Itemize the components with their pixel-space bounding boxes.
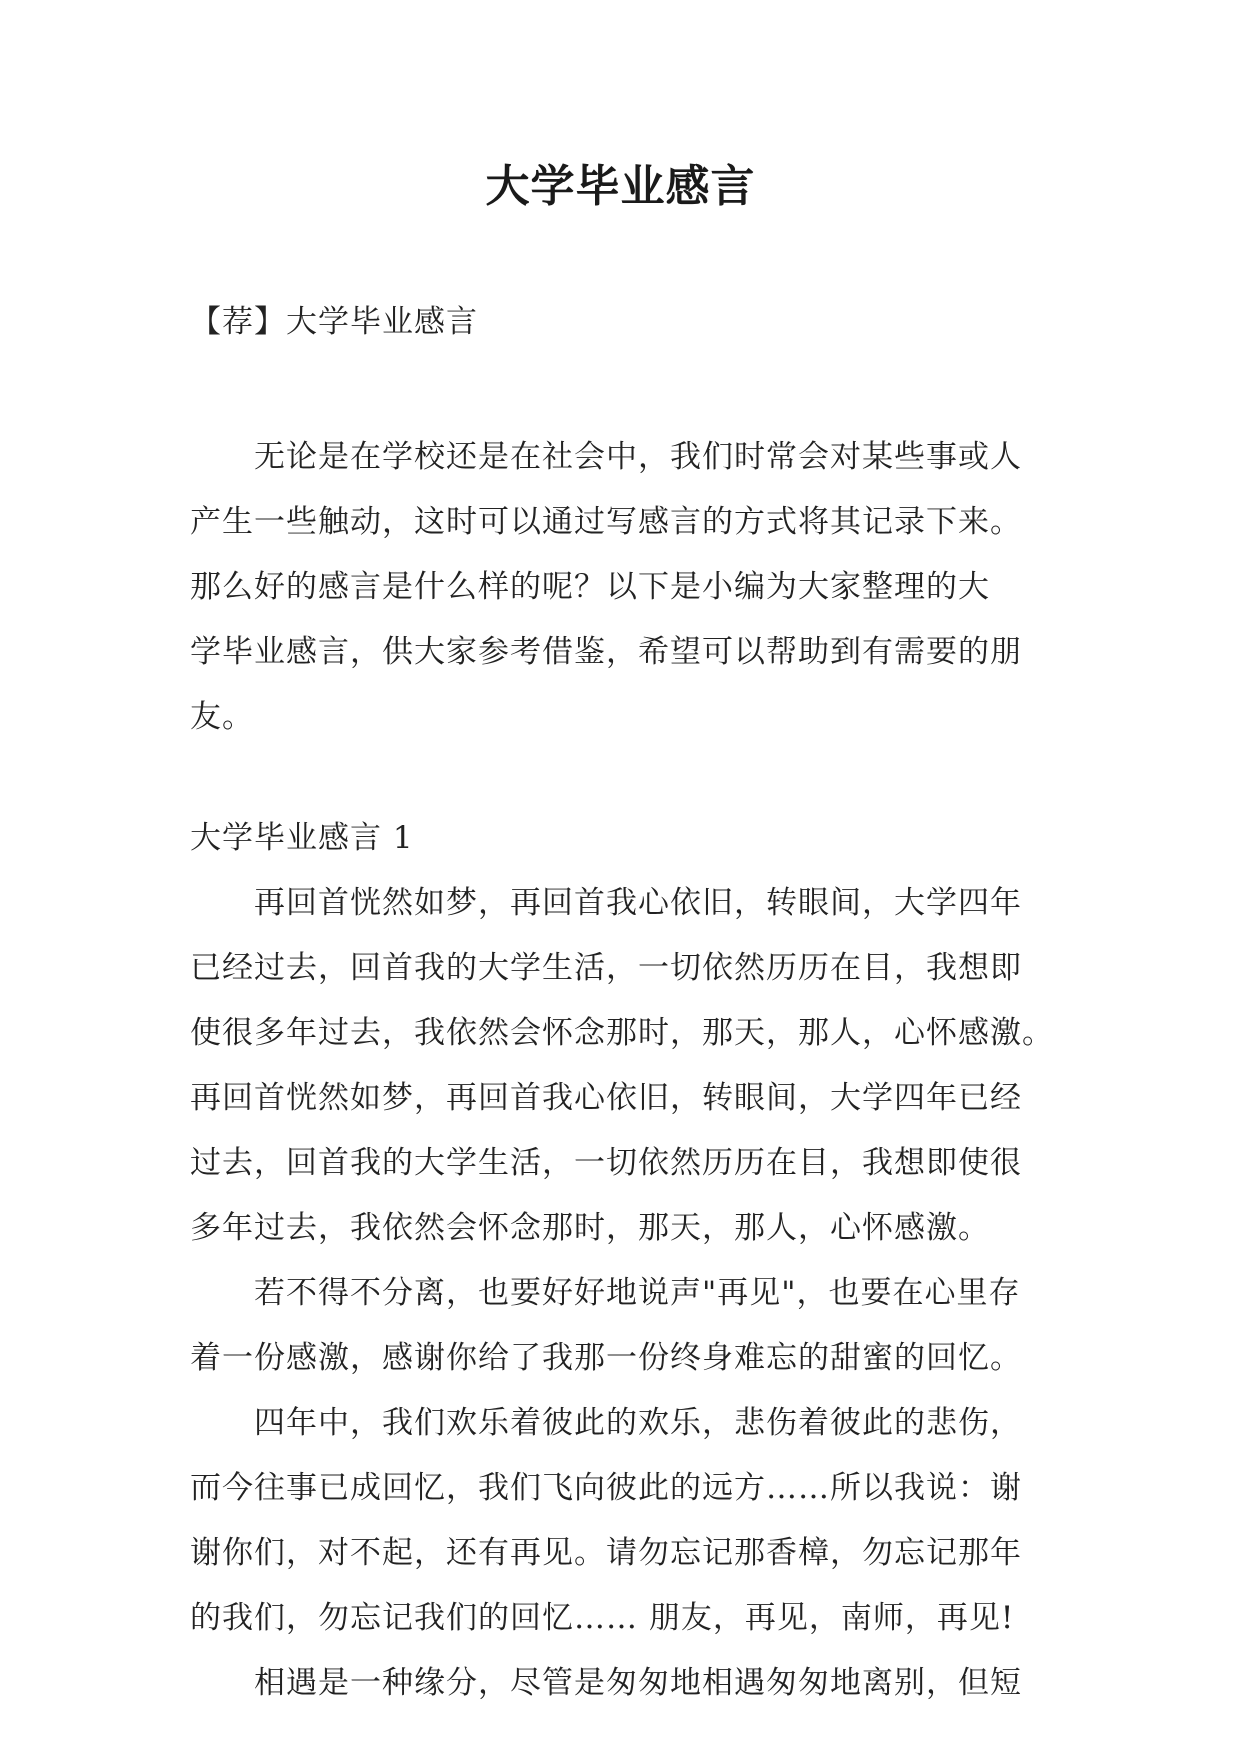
paragraph-line: 四年中，我们欢乐着彼此的欢乐，悲伤着彼此的悲伤，: [254, 1405, 1022, 1441]
intro-paragraph: [190, 425, 1070, 750]
paragraph-2: [190, 1261, 1070, 1391]
paragraph-line: 再回首恍然如梦，再回首我心依旧，转眼间，大学四年: [254, 885, 1022, 921]
intro-line: 无论是在学校还是在社会中，我们时常会对某些事或人: [254, 439, 1022, 475]
paragraph-line: 谢你们，对不起，还有再见。请勿忘记那香樟，勿忘记那年: [190, 1535, 1022, 1571]
paragraph-line: 而今往事已成回忆，我们飞向彼此的远方……所以我说：谢: [190, 1470, 1022, 1506]
document-body: [190, 290, 1070, 1716]
paragraph-line: 过去，回首我的大学生活，一切依然历历在目，我想即使很: [190, 1145, 1022, 1181]
paragraph-line: 相遇是一种缘分，尽管是匆匆地相遇匆匆地离别，但短: [254, 1665, 1022, 1701]
subtitle: 【荐】大学毕业感言: [190, 304, 478, 340]
paragraph-line: 多年过去，我依然会怀念那时，那天，那人，心怀感激。: [190, 1210, 990, 1246]
paragraph-4: [190, 1651, 1070, 1716]
paragraph-line: 再回首恍然如梦，再回首我心依旧，转眼间，大学四年已经: [190, 1080, 1022, 1116]
section-heading: 大学毕业感言 1: [190, 820, 414, 856]
document-title: 大学毕业感言: [485, 161, 756, 212]
paragraph-line: 的我们，勿忘记我们的回忆…… 朋友，再见，南师，再见!: [190, 1600, 1015, 1636]
paragraph-3: [190, 1391, 1070, 1651]
intro-line: 那么好的感言是什么样的呢？以下是小编为大家整理的大: [190, 569, 990, 605]
paragraph-line: 已经过去，回首我的大学生活，一切依然历历在目，我想即: [190, 950, 1022, 986]
paragraph-line: 着一份感激，感谢你给了我那一份终身难忘的甜蜜的回忆。: [190, 1340, 1022, 1376]
paragraph-line: 若不得不分离，也要好好地说声"再见"，也要在心里存: [254, 1275, 1021, 1311]
paragraph-line: 使很多年过去，我依然会怀念那时，那天，那人，心怀感激。: [190, 1015, 1054, 1051]
intro-line: 产生一些触动，这时可以通过写感言的方式将其记录下来。: [190, 504, 1022, 540]
intro-line: 学毕业感言，供大家参考借鉴，希望可以帮助到有需要的朋: [190, 634, 1022, 670]
paragraph-1: [190, 871, 1070, 1261]
intro-line: 友。: [190, 699, 254, 735]
